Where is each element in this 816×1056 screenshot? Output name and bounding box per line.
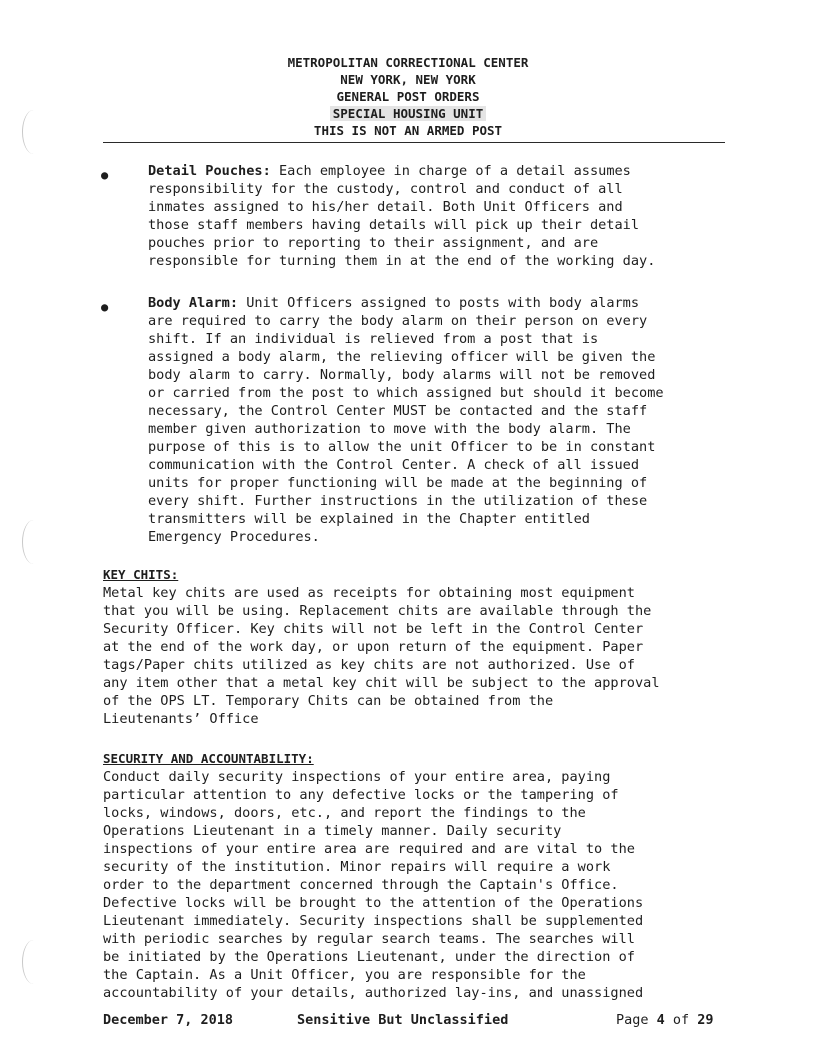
bullet-text-line: body alarm to carry. Normally, body alarms will not be removed (148, 367, 656, 383)
bullet-text-line: Unit Officers assigned to posts with body alarms (238, 295, 640, 311)
bullet-text-line: inmates assigned to his/her detail. Both Unit Officers and (148, 199, 623, 215)
bullet-term: Body Alarm: (148, 295, 239, 311)
section-text-line: Lieutenants’ Office (103, 711, 259, 727)
section-text-line: inspections of your entire area are required and are vital to the (103, 841, 635, 857)
footer-date: December 7, 2018 (103, 1012, 234, 1028)
section-heading: SECURITY AND ACCOUNTABILITY: (103, 751, 314, 766)
section-heading: KEY CHITS: (103, 567, 179, 582)
section-text-line: Lieutenant immediately. Security inspections shall be supplemented (103, 913, 644, 929)
punch-hole-mark (22, 940, 45, 984)
bullet-text-line: every shift. Further instructions in the utilization of these (148, 493, 648, 509)
bullet-text-line: Each employee in charge of a detail assumes (270, 163, 631, 179)
bullet-text-line: assigned a body alarm, the relieving officer will be given the (148, 349, 656, 365)
bullet-text-line: pouches prior to reporting to their assignment, and are (148, 235, 599, 251)
page-of: of (664, 1012, 698, 1028)
page-total: 29 (697, 1012, 714, 1028)
bullet-text-line: are required to carry the body alarm on their person on every (148, 313, 648, 329)
section-security-accountability (103, 750, 763, 1002)
section-text-line: accountability of your details, authorized lay-ins, and unassigned (103, 985, 644, 1001)
section-text-line: of the OPS LT. Temporary Chits can be obtained from the (103, 693, 554, 709)
section-text-line: particular attention to any defective locks or the tampering of (103, 787, 619, 803)
section-text-line: locks, windows, doors, etc., and report the findings to the (103, 805, 586, 821)
bullet-text-line: those staff members having details will pick up their detail (148, 217, 640, 233)
header-unit: SPECIAL HOUSING UNIT (330, 106, 487, 121)
header-post-status: THIS IS NOT AN ARMED POST (313, 123, 503, 138)
footer-page-number (616, 1012, 714, 1028)
document-header (0, 54, 816, 139)
bullet-text-line: units for proper functioning will be made at the beginning of (148, 475, 648, 491)
section-text-line: at the end of the work day, or upon return of the equipment. Paper (103, 639, 644, 655)
section-text-line: Metal key chits are used as receipts for obtaining most equipment (103, 585, 635, 601)
bullet-body-alarm (148, 294, 768, 546)
bullet-icon: ● (101, 300, 109, 314)
section-text-line: tags/Paper chits utilized as key chits are not authorized. Use of (103, 657, 635, 673)
bullet-text-line: shift. If an individual is relieved from a post that is (148, 331, 599, 347)
bullet-text-line: communication with the Control Center. A check of all issued (148, 457, 640, 473)
section-text-line: the Captain. As a Unit Officer, you are responsible for the (103, 967, 586, 983)
bullet-text-line: responsibility for the custody, control and conduct of all (148, 181, 623, 197)
section-text-line: Security Officer. Key chits will not be left in the Control Center (103, 621, 644, 637)
section-text-line: Defective locks will be brought to the attention of the Operations (103, 895, 644, 911)
section-text-line: that you will be using. Replacement chits are available through the (103, 603, 652, 619)
bullet-text-line: responsible for turning them in at the end of the working day. (148, 253, 656, 269)
bullet-term: Detail Pouches: (148, 163, 271, 179)
section-text-line: Operations Lieutenant in a timely manner. Daily security (103, 823, 562, 839)
punch-hole-mark (22, 520, 45, 564)
bullet-detail-pouches (148, 162, 768, 270)
bullet-text-line: necessary, the Control Center MUST be contacted and the staff (148, 403, 648, 419)
bullet-text-line: transmitters will be explained in the Chapter entitled (148, 511, 590, 527)
footer-classification: Sensitive But Unclassified (297, 1012, 509, 1028)
section-text-line: be initiated by the Operations Lieutenant, under the direction of (103, 949, 635, 965)
header-divider (103, 142, 725, 143)
page-current: 4 (656, 1012, 665, 1028)
section-text-line: order to the department concerned through the Captain's Office. (103, 877, 619, 893)
bullet-icon: ● (101, 168, 109, 182)
bullet-text-line: purpose of this is to allow the unit Officer to be in constant (148, 439, 656, 455)
bullet-text-line: or carried from the post to which assigned but should it become (148, 385, 664, 401)
section-text-line: security of the institution. Minor repairs will require a work (103, 859, 611, 875)
header-institution: METROPOLITAN CORRECTIONAL CENTER (287, 55, 529, 70)
section-text-line: Conduct daily security inspections of your entire area, paying (103, 769, 611, 785)
page-prefix: Page (616, 1012, 657, 1028)
header-location: NEW YORK, NEW YORK (340, 72, 476, 87)
header-document-type: GENERAL POST ORDERS (336, 89, 480, 104)
bullet-text-line: Emergency Procedures. (148, 529, 320, 545)
section-key-chits (103, 566, 763, 728)
section-text-line: any item other that a metal key chit will be subject to the approval (103, 675, 660, 691)
bullet-text-line: member given authorization to move with the body alarm. The (148, 421, 631, 437)
section-text-line: with periodic searches by regular search teams. The searches will (103, 931, 635, 947)
